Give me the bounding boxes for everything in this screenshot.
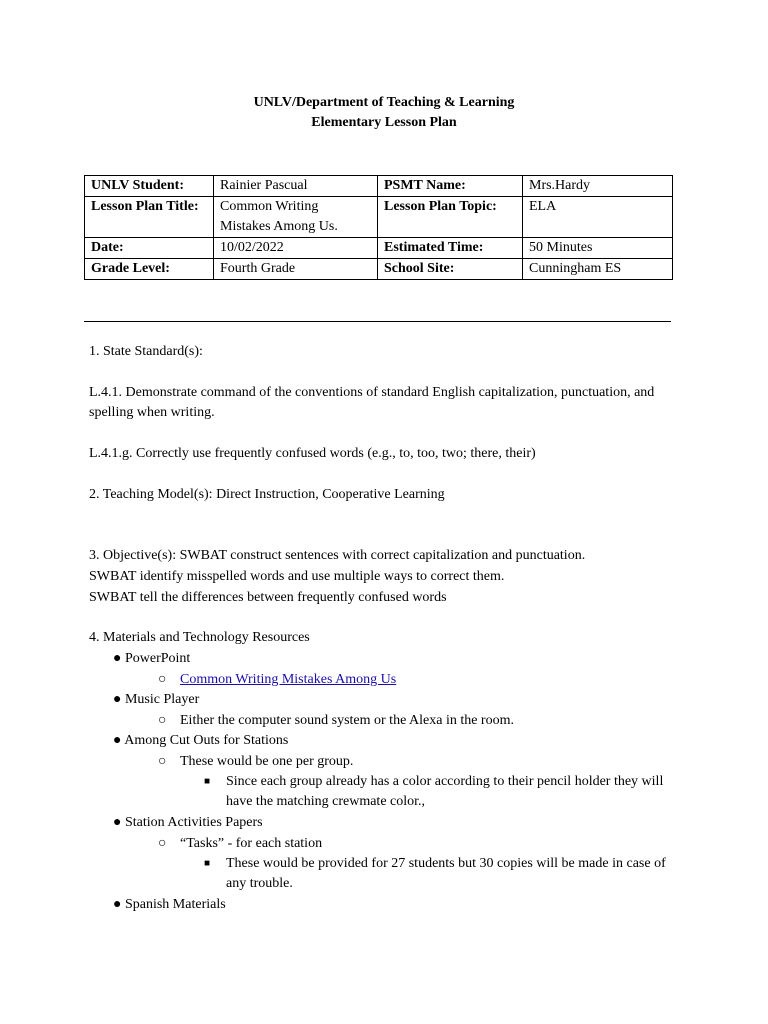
horizontal-divider	[84, 321, 671, 322]
cut-outs-label: Among Cut Outs for Stations	[124, 733, 289, 748]
bullet-icon: ●	[113, 733, 122, 748]
bullet-icon: ●	[113, 692, 122, 707]
date-label: Date:	[85, 238, 214, 259]
list-item	[113, 649, 190, 669]
table-row	[85, 197, 673, 238]
title-value: Common Writing Mistakes Among Us.	[214, 197, 378, 238]
table-row	[85, 176, 673, 197]
grade-value: Fourth Grade	[214, 259, 378, 280]
table-row	[85, 238, 673, 259]
site-label: School Site:	[378, 259, 523, 280]
table-row	[85, 259, 673, 280]
topic-value: ELA	[523, 197, 673, 238]
standards-heading: 1. State Standard(s):	[89, 344, 203, 359]
time-value: 50 Minutes	[523, 238, 673, 259]
list-item	[158, 711, 514, 731]
powerpoint-link[interactable]: Common Writing Mistakes Among Us	[180, 672, 397, 687]
bullet-icon: ●	[113, 651, 122, 666]
circle-bullet-icon: ○	[158, 754, 167, 769]
lesson-info-table	[84, 175, 673, 280]
square-bullet-icon: ■	[204, 858, 211, 869]
circle-bullet-icon: ○	[158, 672, 167, 687]
list-item	[113, 895, 226, 915]
time-label: Estimated Time:	[378, 238, 523, 259]
list-item	[204, 854, 226, 874]
spanish-materials-label: Spanish Materials	[124, 897, 226, 912]
student-label: UNLV Student:	[85, 176, 214, 197]
site-value: Cunningham ES	[523, 259, 673, 280]
station-tasks: “Tasks” - for each station	[180, 836, 323, 851]
bullet-icon: ●	[113, 897, 122, 912]
date-value: 10/02/2022	[214, 238, 378, 259]
station-note: These would be provided for 27 students but 30 copies will be made in case of any trouble.	[226, 856, 666, 891]
list-item	[113, 731, 288, 751]
cut-outs-note: Since each group already has a color according to their pencil holder they will have the matching crewmate color.,	[226, 774, 664, 809]
standard-l41: L.4.1. Demonstrate command of the conventions of standard English capitalization, punctuation, and spelling when writing.	[89, 385, 655, 420]
psmt-value: Mrs.Hardy	[523, 176, 673, 197]
list-item	[113, 813, 263, 833]
list-item	[158, 752, 353, 772]
cut-outs-detail: These would be one per group.	[180, 754, 354, 769]
square-bullet-icon: ■	[204, 776, 211, 787]
objective-2: SWBAT identify misspelled words and use multiple ways to correct them.	[89, 569, 505, 584]
topic-label: Lesson Plan Topic:	[378, 197, 523, 238]
grade-label: Grade Level:	[85, 259, 214, 280]
list-item	[158, 834, 322, 854]
list-item	[113, 690, 199, 710]
standard-l41g: L.4.1.g. Correctly use frequently confused words (e.g., to, too, two; there, their)	[89, 446, 536, 461]
title-label: Lesson Plan Title:	[85, 197, 214, 238]
materials-heading: 4. Materials and Technology Resources	[89, 630, 310, 645]
powerpoint-label: PowerPoint	[124, 651, 191, 666]
station-papers-label: Station Activities Papers	[124, 815, 263, 830]
music-player-label: Music Player	[124, 692, 200, 707]
music-detail: Either the computer sound system or the Alexa in the room.	[180, 713, 514, 728]
psmt-label: PSMT Name:	[378, 176, 523, 197]
department-title: UNLV/Department of Teaching & Learning	[253, 95, 515, 110]
list-item	[158, 670, 396, 690]
student-value: Rainier Pascual	[214, 176, 378, 197]
circle-bullet-icon: ○	[158, 836, 167, 851]
document-title: Elementary Lesson Plan	[311, 115, 457, 130]
teaching-models: 2. Teaching Model(s): Direct Instruction, Cooperative Learning	[89, 487, 445, 502]
bullet-icon: ●	[113, 815, 122, 830]
list-item	[204, 772, 226, 792]
document-header	[0, 93, 768, 133]
objective-1: 3. Objective(s): SWBAT construct sentences with correct capitalization and punctuation.	[89, 548, 586, 563]
circle-bullet-icon: ○	[158, 713, 167, 728]
objective-3: SWBAT tell the differences between frequently confused words	[89, 590, 447, 605]
